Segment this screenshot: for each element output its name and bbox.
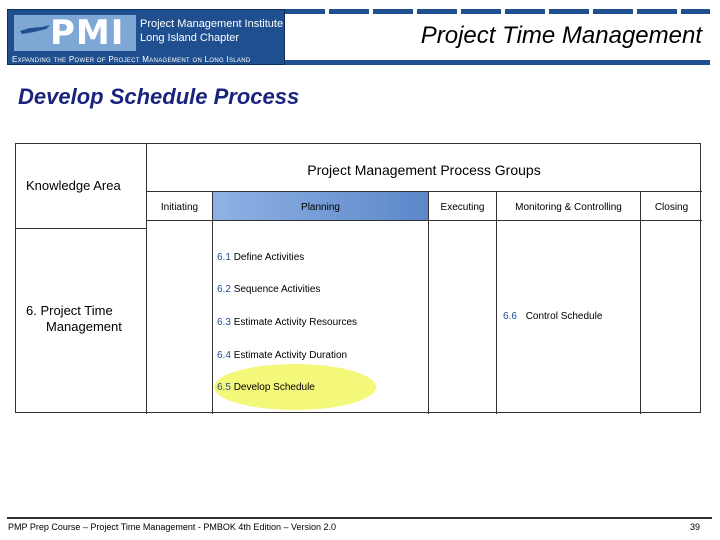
process-6-4 [217,350,347,361]
process-name: Estimate Activity Duration [233,350,348,361]
process-name: Control Schedule [525,311,603,322]
process-6-2 [217,284,320,295]
column-planning: Planning [301,202,340,213]
process-number: 6.2 [217,284,231,295]
header-band-bottom [285,60,710,65]
process-number: 6.1 [217,252,231,263]
column-monitoring-controlling: Monitoring & Controlling [515,202,622,213]
process-group-table [15,143,701,413]
process-groups-header: Project Management Process Groups [307,162,541,178]
process-name: Define Activities [233,252,305,263]
process-6-3 [217,317,357,328]
process-number: 6.6 [503,311,517,322]
knowledge-area-header: Knowledge Area [26,178,121,193]
column-initiating: Initiating [160,202,199,213]
divider [496,191,497,414]
long-island-map-icon [20,25,50,35]
pmi-logo [7,9,285,65]
process-number: 6.3 [217,317,231,328]
knowledge-area-line2: Management [46,319,122,334]
process-6-6 [503,311,602,322]
section-title: Develop Schedule Process [18,84,300,109]
page-number: 39 [689,522,700,532]
knowledge-area-name [26,303,122,335]
column-closing: Closing [654,202,689,213]
divider [146,220,702,221]
footer-rule [7,517,712,519]
divider [428,191,429,414]
divider [16,228,146,229]
institute-name: Project Management Institute [140,18,284,30]
divider [146,144,147,414]
chapter-subname: Long Island Chapter [140,32,240,44]
footer-text: PMP Prep Course – Project Time Management - PMBOK 4th Edition – Version 2.0 [8,522,336,532]
process-number: 6.4 [217,350,231,361]
process-name: Sequence Activities [233,284,321,295]
process-name: Estimate Activity Resources [233,317,358,328]
logo-tagline: Expanding the Power of Project Management on Long Island [12,55,251,64]
process-number: 6.5 [217,382,231,393]
process-6-1 [217,252,304,263]
divider [212,191,213,414]
column-executing: Executing [440,202,485,213]
divider [640,191,641,414]
process-6-5 [217,382,315,393]
chapter-name [140,17,283,45]
process-name: Develop Schedule [233,382,315,393]
pmi-logo-letters: PMI [50,13,125,53]
knowledge-area-line1: 6. Project Time [26,303,113,318]
pmi-logo-mark [14,15,136,51]
header-band-top [285,9,710,14]
slide-title: Project Time Management [420,22,702,49]
